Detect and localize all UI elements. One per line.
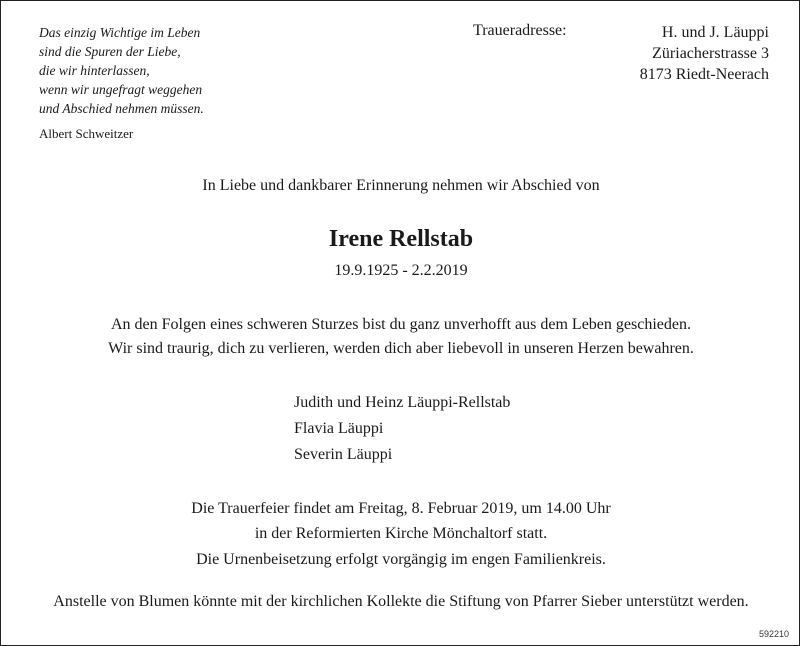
mourner: Judith und Heinz Läuppi-Rellstab [294, 394, 511, 411]
quote-line: wenn wir ungefragt weggehen [39, 82, 203, 97]
deceased-name: Irene Rellstab [328, 226, 474, 252]
life-dates: 19.9.1925 - 2.2.2019 [334, 262, 468, 279]
reference-number: 592210 [758, 629, 789, 639]
message-line: An den Folgen eines schweren Sturzes bist du ganz unverhofft aus dem Leben geschieden. [111, 316, 691, 333]
quote-author: Albert Schweitzer [39, 126, 134, 141]
address-block [640, 22, 769, 85]
address-label: Traueradresse: [473, 22, 567, 39]
address-line: 8173 Riedt-Neerach [639, 66, 769, 83]
closing-note: Anstelle von Blumen könnte mit der kirchlichen Kollekte die Stiftung von Pfarrer Sieber unterstützt werden. [53, 593, 749, 610]
mourners-list [294, 390, 510, 468]
quote-line: Das einzig Wichtige im Leben [39, 25, 201, 40]
service-line: in der Reformierten Kirche Mönchaltorf statt. [254, 525, 548, 542]
mourner: Flavia Läuppi [294, 420, 384, 437]
service-line: Die Urnenbeisetzung erfolgt vorgängig im engen Familienkreis. [196, 551, 606, 568]
quote-line: sind die Spuren der Liebe, [39, 44, 181, 59]
service-line: Die Trauerfeier findet am Freitag, 8. Februar 2019, um 14.00 Uhr [191, 500, 611, 517]
address-line: Züriacherstrasse 3 [652, 45, 769, 62]
quote-line: die wir hinterlassen, [39, 63, 150, 78]
quote [39, 23, 299, 118]
intro-text: In Liebe und dankbarer Erinnerung nehmen wir Abschied von [202, 177, 600, 194]
message-line: Wir sind traurig, dich zu verlieren, werden dich aber liebevoll in unseren Herzen bewahren. [108, 340, 694, 357]
address-line: H. und J. Läuppi [661, 24, 769, 41]
quote-line: und Abschied nehmen müssen. [39, 101, 204, 116]
mourner: Severin Läuppi [294, 446, 393, 463]
